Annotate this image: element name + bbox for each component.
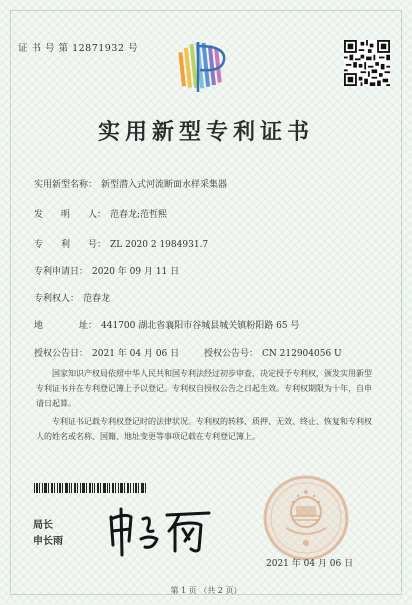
cnipa-logo-icon bbox=[168, 38, 240, 96]
field-patentee bbox=[34, 291, 110, 304]
field-address bbox=[34, 318, 299, 331]
signature-name: 申长雨 bbox=[33, 536, 63, 547]
field-value: ZL 2020 2 1984931.7 bbox=[110, 240, 209, 250]
field-label: 专 利 号： bbox=[34, 240, 107, 250]
grant-statement-paragraph: 国家知识产权局依照中华人民共和国专利法经过初步审查，决定授予专利权，颁发实用新型专利证书并在专利登记簿上予以登记。专利权自授权公告之日起生效。专利权期限为十年，自申请日起算。 bbox=[36, 369, 372, 408]
field-inventor bbox=[34, 207, 167, 220]
announcement-date-label: 授权公告日： bbox=[34, 349, 89, 359]
field-label: 发 明 人： bbox=[34, 210, 107, 220]
handwritten-signature-icon bbox=[105, 505, 215, 557]
field-label: 专利申请日： bbox=[34, 267, 89, 277]
barcode-icon bbox=[34, 483, 146, 493]
certificate-number: 证 书 号 第 12871932 号 bbox=[18, 43, 138, 54]
field-application-date bbox=[34, 264, 179, 277]
official-seal-icon bbox=[262, 474, 350, 562]
certificate-title: 实用新型专利证书 bbox=[97, 119, 314, 145]
signature-title: 局长 bbox=[33, 520, 53, 531]
field-label: 地 址： bbox=[34, 321, 98, 331]
announcement-number-row bbox=[204, 346, 342, 359]
field-label: 实用新型名称： bbox=[34, 180, 98, 190]
field-patent-number bbox=[34, 237, 208, 250]
field-value: 2020 年 09 月 11 日 bbox=[92, 267, 180, 277]
field-label: 专利权人： bbox=[34, 294, 80, 304]
seal-date: 2021 年 04 月 06 日 bbox=[266, 559, 354, 569]
announcement-date-value: 2021 年 04 月 06 日 bbox=[92, 349, 180, 359]
page-footer: 第 1 页 （共 2 页） bbox=[170, 586, 242, 595]
field-value: 范春龙;范哲熙 bbox=[110, 210, 168, 220]
announcement-row bbox=[34, 346, 179, 359]
qr-code-icon bbox=[344, 40, 390, 86]
announcement-number-value: CN 212904056 U bbox=[262, 349, 342, 359]
field-value: 范春龙 bbox=[83, 294, 111, 304]
announcement-number-label: 授权公告号： bbox=[204, 349, 259, 359]
field-value: 新型潜入式河流断面水样采集器 bbox=[101, 180, 228, 190]
field-utility-model-name bbox=[34, 177, 227, 190]
field-value: 441700 湖北省襄阳市谷城县城关镇粉阳路 65 号 bbox=[101, 321, 300, 331]
legal-status-paragraph: 专利证书记载专利权登记时的法律状况。专利权的转移、质押、无效、终止、恢复和专利权人的姓名或名称、国籍、地址变更等事项记载在专利登记簿上。 bbox=[36, 417, 372, 441]
